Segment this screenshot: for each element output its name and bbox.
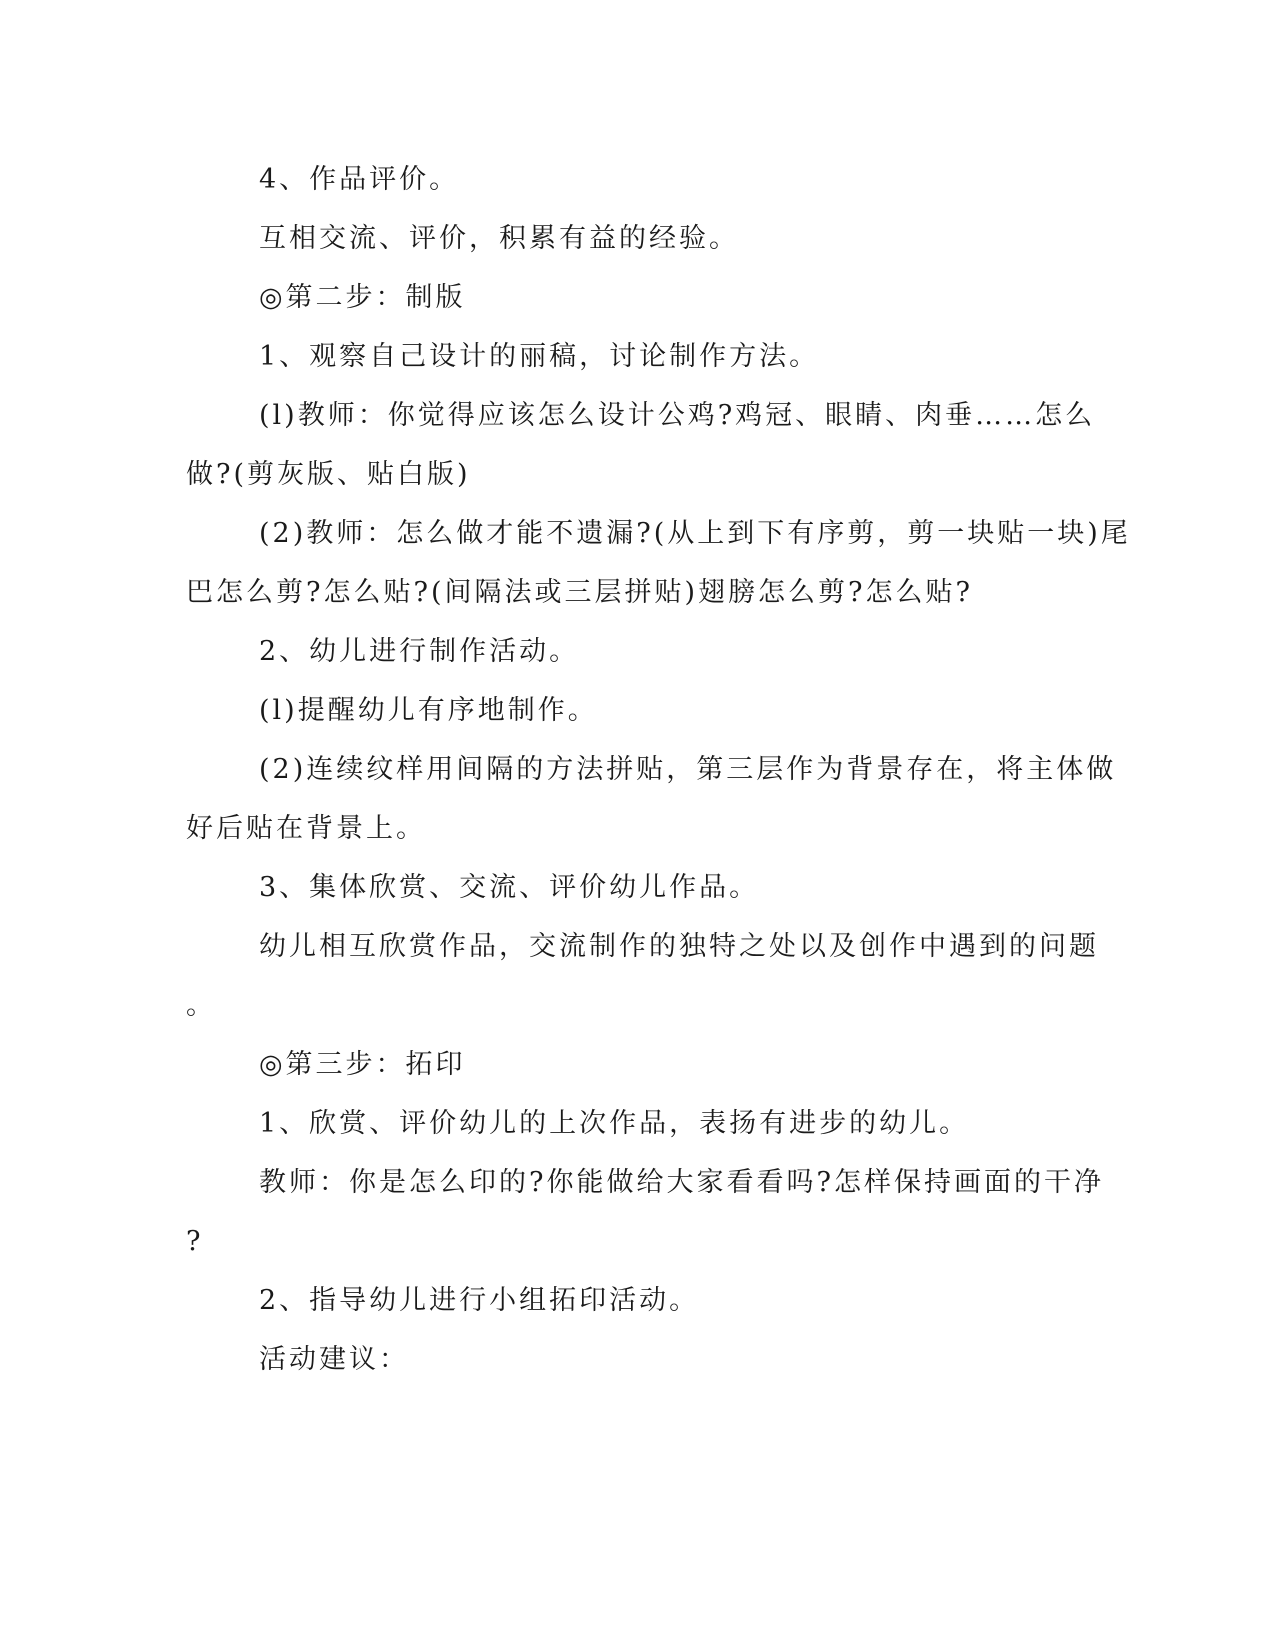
paragraph-teacher-print-cont: ? [186, 1226, 204, 1257]
paragraph-teacher-question-2: (2)教师：怎么做才能不遗漏?(从上到下有序剪，剪一块贴一块)尾 [259, 518, 1131, 549]
paragraph-remind: (l)提醒幼儿有序地制作。 [259, 695, 598, 726]
heading-activity-suggestions: 活动建议： [259, 1344, 409, 1375]
paragraph-children-appreciate-cont: 。 [186, 990, 216, 1021]
paragraph-teacher-question-2-cont: 巴怎么剪?怎么贴?(间隔法或三层拼贴)翅膀怎么剪?怎么贴? [186, 577, 973, 608]
paragraph-teacher-print: 教师：你是怎么印的?你能做给大家看看吗?怎样保持画面的干净 [259, 1167, 1104, 1198]
paragraph-teacher-question-1: (l)教师：你觉得应该怎么设计公鸡?鸡冠、眼睛、肉垂……怎么 [259, 400, 1096, 431]
section-heading-step-three: ◎第三步：拓印 [259, 1049, 466, 1080]
paragraph-children-appreciate: 幼儿相互欣赏作品，交流制作的独特之处以及创作中遇到的问题 [259, 931, 1099, 962]
section-heading-step-two: ◎第二步：制版 [259, 282, 466, 313]
list-item-make: 2、幼儿进行制作活动。 [259, 636, 580, 667]
list-item-observe: 1、观察自己设计的丽稿，讨论制作方法。 [259, 341, 820, 372]
paragraph-teacher-question-1-cont: 做?(剪灰版、贴白版) [186, 459, 471, 490]
paragraph-exchange: 互相交流、评价，积累有益的经验。 [259, 223, 739, 254]
list-item-appreciate: 3、集体欣赏、交流、评价幼儿作品。 [259, 872, 760, 903]
list-item-guide: 2、指导幼儿进行小组拓印活动。 [259, 1285, 700, 1316]
list-item-review: 1、欣赏、评价幼儿的上次作品，表扬有进步的幼儿。 [259, 1108, 970, 1139]
paragraph-pattern: (2)连续纹样用间隔的方法拼贴，第三层作为背景存在，将主体做 [259, 754, 1117, 785]
heading-evaluation: 4、作品评价。 [259, 164, 460, 195]
paragraph-pattern-cont: 好后贴在背景上。 [186, 813, 426, 844]
